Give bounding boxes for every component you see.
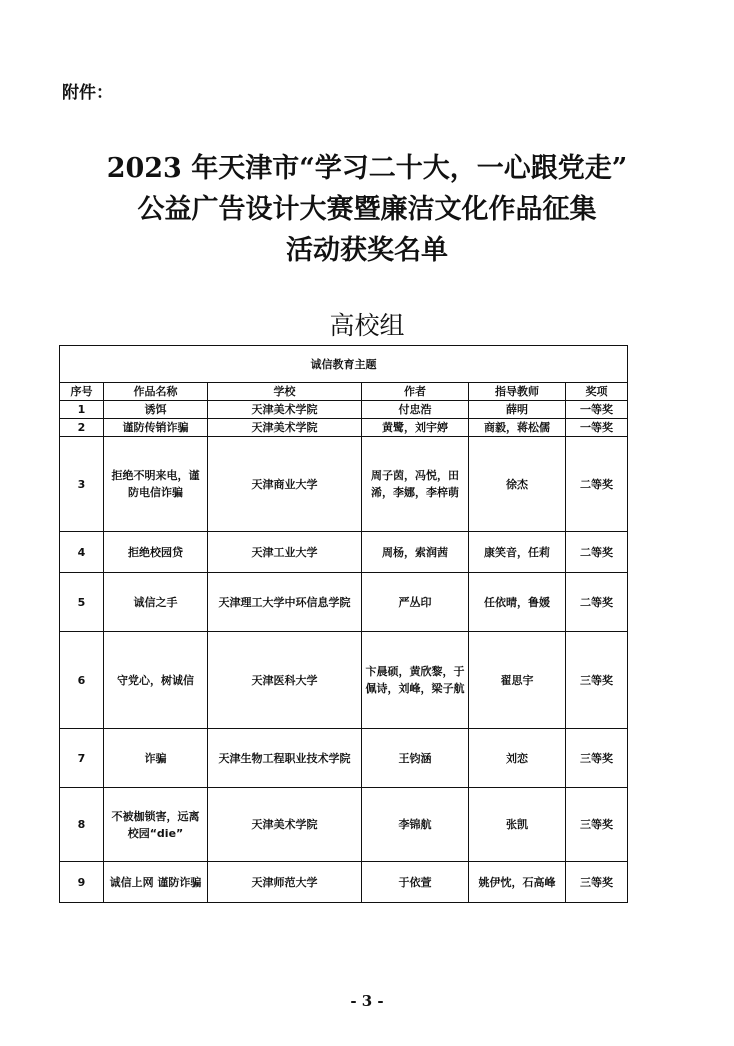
cell-work: 谨防传销诈骗 [104, 419, 208, 437]
cell-school: 天津美术学院 [208, 401, 362, 419]
title-line-3: 活动获奖名单 [286, 235, 448, 266]
cell-award: 三等奖 [566, 862, 628, 903]
cell-award: 二等奖 [566, 437, 628, 532]
header-author: 作者 [362, 383, 469, 401]
header-award: 奖项 [566, 383, 628, 401]
theme-heading: 诚信教育主题 [60, 346, 628, 383]
cell-work: 诚信上网 谨防诈骗 [104, 862, 208, 903]
cell-no: 6 [60, 632, 104, 729]
cell-school: 天津工业大学 [208, 532, 362, 573]
header-school: 学校 [208, 383, 362, 401]
table-row [60, 419, 628, 437]
cell-no: 4 [60, 532, 104, 573]
cell-school: 天津医科大学 [208, 632, 362, 729]
attachment-label: 附件： [62, 83, 113, 103]
cell-work: 拒绝不明来电，谨防电信诈骗 [104, 437, 208, 532]
cell-author: 卞晨硕，黄欣黎，于佩诗，刘峰，梁子航 [362, 632, 469, 729]
cell-advisor: 商毅，蒋松儒 [469, 419, 566, 437]
cell-author: 严丛印 [362, 573, 469, 632]
cell-no: 5 [60, 573, 104, 632]
cell-work: 诱饵 [104, 401, 208, 419]
cell-advisor: 姚伊忱，石高峰 [469, 862, 566, 903]
cell-no: 7 [60, 729, 104, 788]
cell-work: 守党心，树诚信 [104, 632, 208, 729]
table-row [60, 788, 628, 862]
cell-author: 李锦航 [362, 788, 469, 862]
group-title: 高校组 [329, 311, 405, 340]
cell-no: 2 [60, 419, 104, 437]
awards-table [59, 345, 628, 903]
table-row [60, 729, 628, 788]
title-line-1: 2023 年天津市“学习二十大，一心跟党走” [106, 153, 628, 184]
cell-advisor: 徐杰 [469, 437, 566, 532]
cell-work: 拒绝校园贷 [104, 532, 208, 573]
cell-advisor: 康笑音，任莉 [469, 532, 566, 573]
cell-advisor: 张凯 [469, 788, 566, 862]
header-row [60, 383, 628, 401]
table-row [60, 532, 628, 573]
document-title [0, 148, 734, 271]
cell-author: 黄鹭，刘宇婷 [362, 419, 469, 437]
header-work: 作品名称 [104, 383, 208, 401]
page-number: - 3 - [350, 992, 384, 1010]
cell-advisor: 刘恋 [469, 729, 566, 788]
cell-school: 天津商业大学 [208, 437, 362, 532]
table-row [60, 862, 628, 903]
theme-row [60, 346, 628, 383]
cell-author: 付忠浩 [362, 401, 469, 419]
cell-school: 天津生物工程职业技术学院 [208, 729, 362, 788]
cell-author: 王钧涵 [362, 729, 469, 788]
table-row [60, 401, 628, 419]
cell-advisor: 翟思宇 [469, 632, 566, 729]
cell-no: 1 [60, 401, 104, 419]
cell-award: 三等奖 [566, 729, 628, 788]
table-row [60, 573, 628, 632]
cell-advisor: 薛明 [469, 401, 566, 419]
cell-school: 天津理工大学中环信息学院 [208, 573, 362, 632]
cell-author: 周杨，索润茜 [362, 532, 469, 573]
cell-award: 三等奖 [566, 788, 628, 862]
cell-award: 一等奖 [566, 419, 628, 437]
cell-school: 天津美术学院 [208, 419, 362, 437]
cell-work: 不被枷锁害，远离校园“die” [104, 788, 208, 862]
table-row [60, 632, 628, 729]
cell-author: 周子茵，冯悦，田浠，李娜，李梓萌 [362, 437, 469, 532]
header-advisor: 指导教师 [469, 383, 566, 401]
cell-author: 于依萱 [362, 862, 469, 903]
cell-work: 诈骗 [104, 729, 208, 788]
title-line-2: 公益广告设计大赛暨廉洁文化作品征集 [137, 194, 597, 225]
cell-school: 天津美术学院 [208, 788, 362, 862]
cell-work: 诚信之手 [104, 573, 208, 632]
cell-award: 二等奖 [566, 573, 628, 632]
cell-no: 9 [60, 862, 104, 903]
cell-no: 8 [60, 788, 104, 862]
cell-school: 天津师范大学 [208, 862, 362, 903]
award-rows [60, 401, 628, 903]
cell-no: 3 [60, 437, 104, 532]
cell-award: 三等奖 [566, 632, 628, 729]
header-no: 序号 [60, 383, 104, 401]
cell-advisor: 任依晴，鲁媛 [469, 573, 566, 632]
cell-award: 一等奖 [566, 401, 628, 419]
table-row [60, 437, 628, 532]
cell-award: 二等奖 [566, 532, 628, 573]
